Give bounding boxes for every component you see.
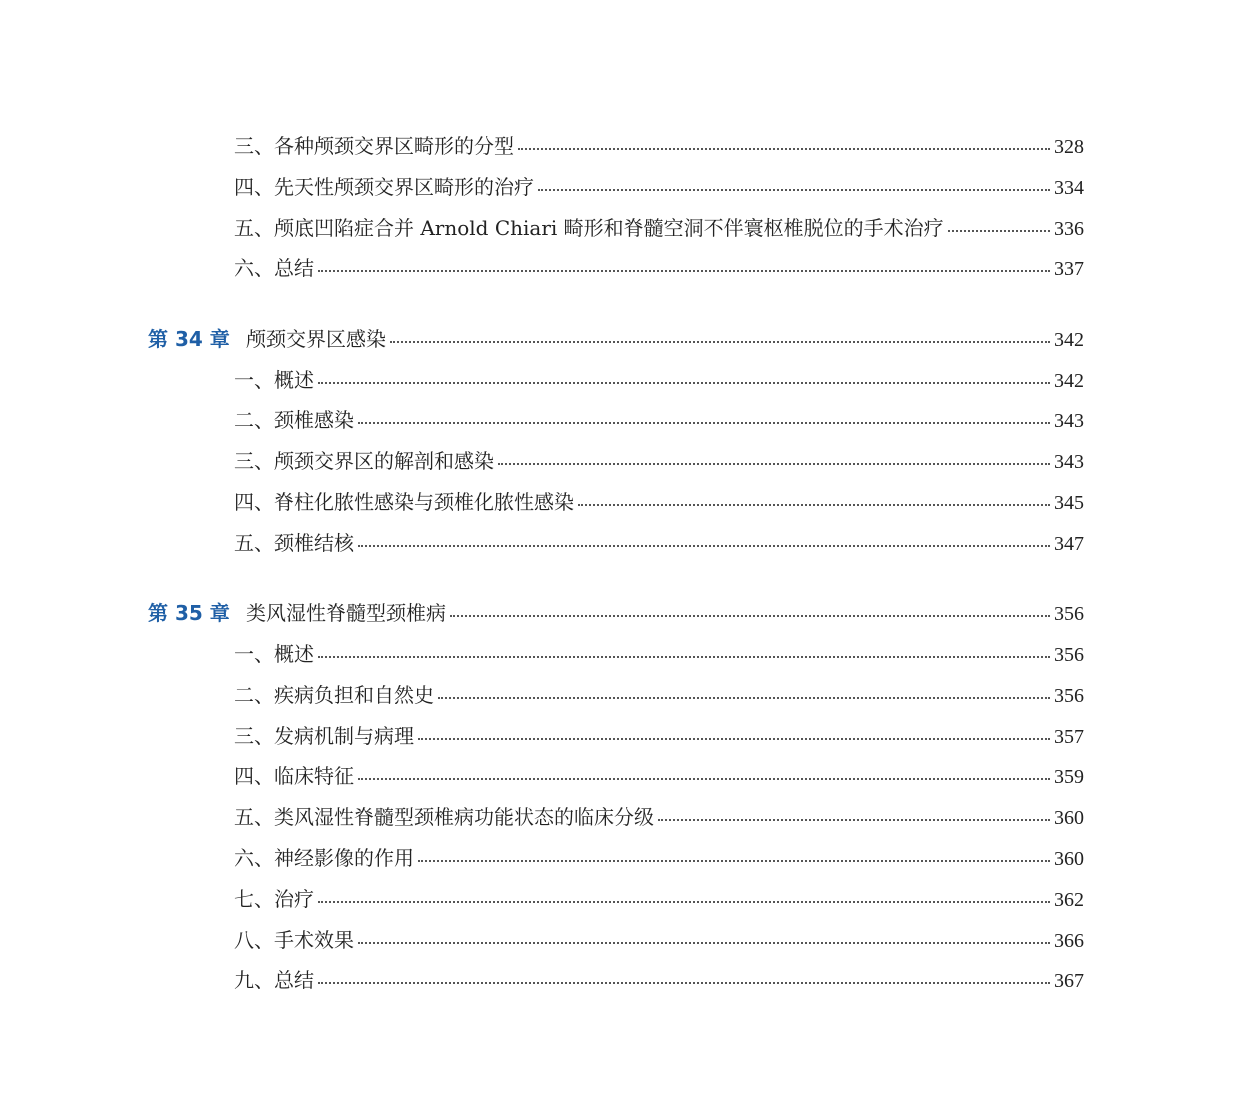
toc-entry[interactable]: [148, 482, 1084, 523]
toc-entry-title: 二、疾病负担和自然史: [234, 682, 434, 707]
toc-entry[interactable]: [148, 675, 1084, 716]
toc-page-number: 360: [1054, 847, 1084, 870]
dot-leader: [948, 220, 1050, 232]
toc-entry-title: 八、手术效果: [234, 927, 354, 952]
toc-entry-title: 一、概述: [234, 367, 314, 392]
dot-leader: [578, 494, 1050, 506]
dot-leader: [318, 372, 1050, 384]
toc-page-number: 356: [1054, 643, 1084, 666]
toc-entry-title: 五、类风湿性脊髓型颈椎病功能状态的临床分级: [234, 805, 654, 830]
toc-page-number: 342: [1054, 369, 1084, 392]
toc-page-number: 334: [1054, 176, 1084, 199]
toc-entry[interactable]: [148, 126, 1084, 167]
toc-entry[interactable]: [148, 960, 1084, 1001]
dot-leader: [318, 646, 1050, 658]
dot-leader: [390, 331, 1050, 343]
toc-entry[interactable]: [148, 797, 1084, 838]
toc-page-number: 343: [1054, 410, 1084, 433]
toc-page-number: 343: [1054, 451, 1084, 474]
toc-entry-title: 四、脊柱化脓性感染与颈椎化脓性感染: [234, 489, 574, 514]
toc-entry[interactable]: [148, 360, 1084, 401]
table-of-contents: [148, 126, 1084, 1001]
dot-leader: [318, 891, 1050, 903]
dot-leader: [358, 768, 1050, 780]
toc-page-number: 356: [1054, 603, 1084, 626]
toc-page-number: 337: [1054, 258, 1084, 281]
toc-entry[interactable]: [148, 716, 1084, 757]
toc-page-number: 359: [1054, 766, 1084, 789]
dot-leader: [538, 179, 1050, 191]
dot-leader: [318, 972, 1050, 984]
toc-page-number: 360: [1054, 807, 1084, 830]
dot-leader: [498, 453, 1050, 465]
toc-entry-title: 三、各种颅颈交界区畸形的分型: [234, 134, 514, 158]
chapter-number: 第 35 章: [148, 601, 230, 626]
toc-page-number: 366: [1054, 929, 1084, 952]
toc-entry-title: 一、概述: [234, 641, 314, 666]
toc-entry[interactable]: [148, 523, 1084, 564]
toc-entry[interactable]: [148, 208, 1084, 249]
toc-chapter-35[interactable]: [148, 593, 1084, 634]
dot-leader: [358, 932, 1050, 944]
dot-leader: [318, 260, 1050, 272]
toc-entry[interactable]: [148, 756, 1084, 797]
toc-entry[interactable]: [148, 634, 1084, 675]
toc-page-number: 345: [1054, 491, 1084, 514]
dot-leader: [518, 138, 1050, 150]
toc-entry-title: 五、颅底凹陷症合并 Arnold Chiari 畸形和脊髓空洞不伴寰枢椎脱位的手术治疗: [234, 215, 944, 240]
toc-page-number: 328: [1054, 136, 1084, 158]
toc-page-number: 347: [1054, 532, 1084, 555]
dot-leader: [418, 850, 1050, 862]
dot-leader: [358, 535, 1050, 547]
toc-entry-title: 三、发病机制与病理: [234, 723, 414, 748]
dot-leader: [418, 728, 1050, 740]
toc-entry[interactable]: [148, 248, 1084, 289]
toc-entry-title: 九、总结: [234, 968, 314, 993]
dot-leader: [438, 687, 1050, 699]
toc-page-number: 342: [1054, 328, 1084, 351]
chapter-title: 类风湿性脊髓型颈椎病: [246, 601, 446, 626]
toc-page-number: 356: [1054, 684, 1084, 707]
toc-entry-title: 七、治疗: [234, 886, 314, 911]
toc-entry[interactable]: [148, 441, 1084, 482]
dot-leader: [358, 412, 1050, 424]
chapter-title: 颅颈交界区感染: [246, 326, 386, 351]
toc-entry[interactable]: [148, 879, 1084, 920]
toc-entry-title: 五、颈椎结核: [234, 530, 354, 555]
toc-page-number: 357: [1054, 725, 1084, 748]
toc-entry-title: 六、神经影像的作用: [234, 845, 414, 870]
chapter-number: 第 34 章: [148, 326, 230, 351]
dot-leader: [450, 605, 1050, 617]
toc-entry-title: 二、颈椎感染: [234, 408, 354, 433]
toc-entry[interactable]: [148, 838, 1084, 879]
toc-entry[interactable]: [148, 400, 1084, 441]
toc-page-number: 362: [1054, 888, 1084, 911]
toc-entry-title: 四、先天性颅颈交界区畸形的治疗: [234, 174, 534, 199]
toc-entry-title: 四、临床特征: [234, 764, 354, 789]
toc-entry-title: 三、颅颈交界区的解剖和感染: [234, 449, 494, 474]
dot-leader: [658, 809, 1050, 821]
toc-chapter-34[interactable]: [148, 319, 1084, 360]
toc-entry[interactable]: [148, 167, 1084, 208]
toc-page-number: 367: [1054, 970, 1084, 993]
toc-entry[interactable]: [148, 920, 1084, 961]
toc-entry-title: 六、总结: [234, 256, 314, 281]
toc-page-number: 336: [1054, 217, 1084, 240]
